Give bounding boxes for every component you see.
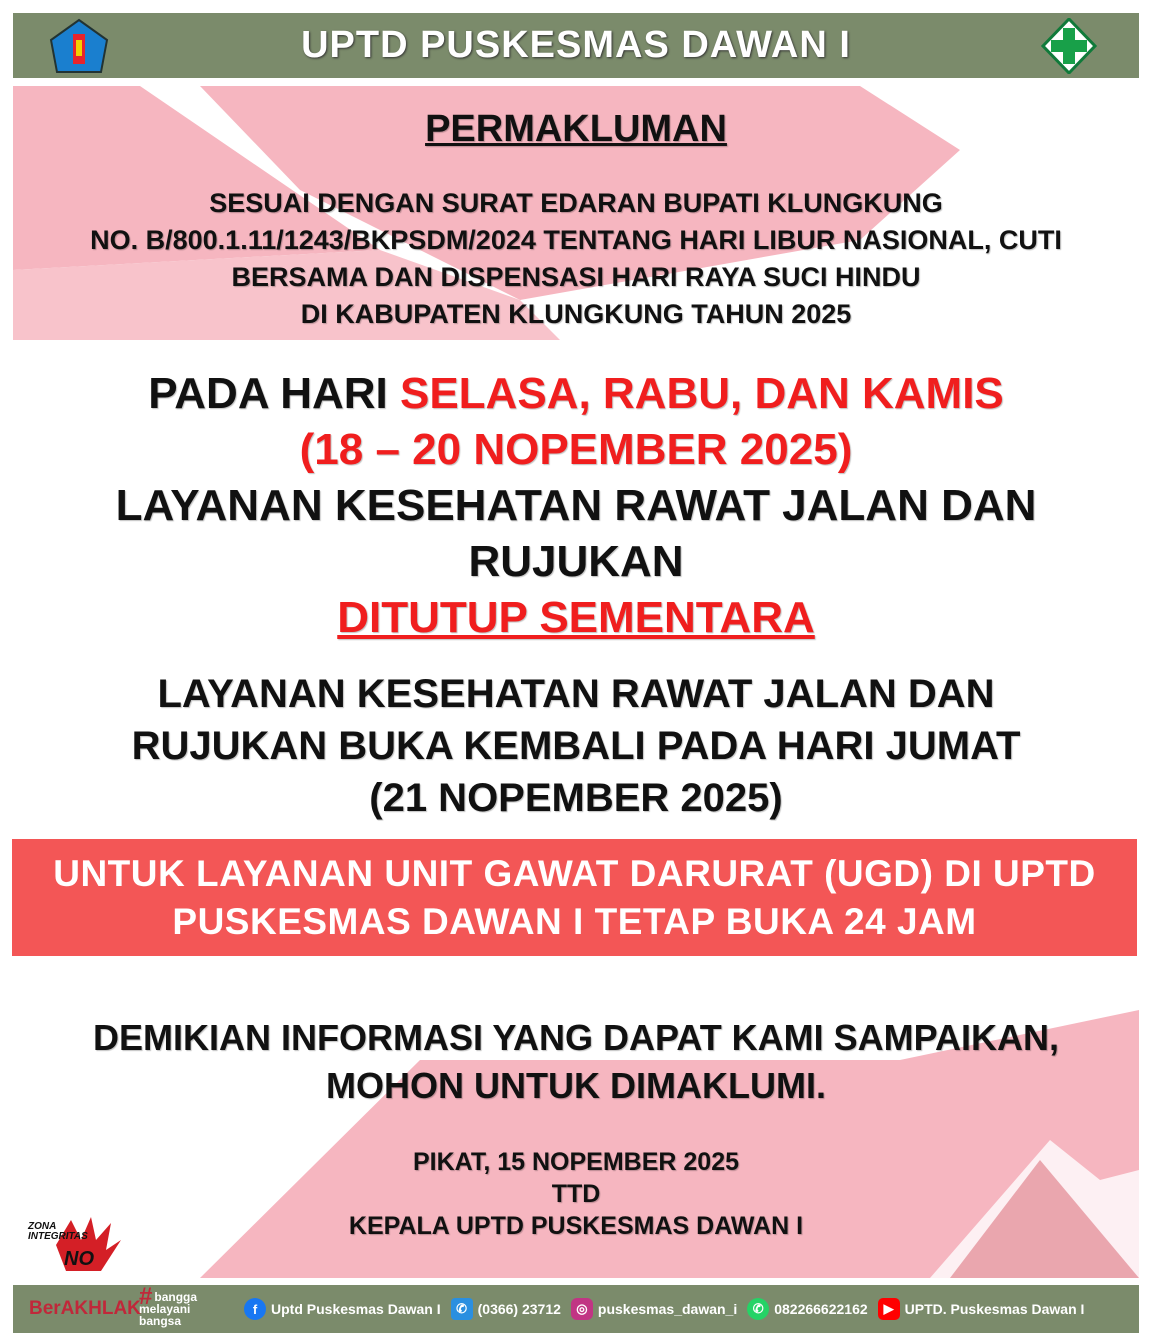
instagram-link[interactable] — [571, 1298, 737, 1320]
days-prefix: PADA HARI — [148, 369, 400, 418]
svg-text:INTEGRITAS: INTEGRITAS — [28, 1231, 88, 1242]
reopen-line: RUJUKAN BUKA KEMBALI PADA HARI JUMAT — [131, 724, 1021, 768]
instagram-icon: ◎ — [571, 1298, 593, 1320]
ugd-line: UNTUK LAYANAN UNIT GAWAT DARURAT (UGD) DI UPTD — [53, 853, 1096, 894]
signature-block — [0, 1146, 1152, 1242]
service-line: LAYANAN KESEHATAN RAWAT JALAN DAN — [115, 481, 1037, 530]
phone-link[interactable] — [451, 1298, 561, 1320]
ugd-banner — [12, 839, 1137, 956]
header-bar — [13, 13, 1139, 78]
closure-days: SELASA, RABU, DAN KAMIS — [399, 369, 1004, 418]
header-title: UPTD PUSKESMAS DAWAN I — [301, 24, 851, 66]
closure-announcement — [0, 366, 1152, 646]
notice-title: PERMAKLUMAN — [425, 108, 727, 150]
whatsapp-label: 082266622162 — [774, 1301, 868, 1317]
reference-line: DI KABUPATEN KLUNGKUNG TAHUN 2025 — [300, 299, 852, 329]
service-line: RUJUKAN — [468, 537, 684, 586]
facebook-link[interactable] — [244, 1298, 441, 1320]
closure-dates: (18 – 20 NOPEMBER 2025) — [299, 425, 853, 474]
instagram-label: puskesmas_dawan_i — [597, 1301, 738, 1317]
reference-text — [0, 185, 1152, 333]
svg-text:NO: NO — [64, 1248, 94, 1270]
klungkung-emblem-icon — [49, 18, 109, 74]
whatsapp-icon: ✆ — [747, 1298, 769, 1320]
phone-label: (0366) 23712 — [477, 1301, 561, 1317]
reopen-line: (21 NOPEMBER 2025) — [369, 776, 783, 820]
facebook-label: Uptd Puskesmas Dawan I — [271, 1301, 441, 1317]
berakhlak-logo: BerAKHLAK — [29, 1298, 141, 1319]
youtube-label: UPTD. Puskesmas Dawan I — [904, 1301, 1085, 1317]
signature-title: KEPALA UPTD PUSKESMAS DAWAN I — [348, 1212, 804, 1240]
phone-icon: ✆ — [451, 1298, 473, 1320]
reference-line: BERSAMA DAN DISPENSASI HARI RAYA SUCI HINDU — [231, 262, 921, 292]
closing-line: DEMIKIAN INFORMASI YANG DAPAT KAMI SAMPAIKAN, — [92, 1017, 1060, 1058]
reopen-text — [0, 668, 1152, 824]
signature-ttd: TTD — [551, 1180, 601, 1208]
reference-line: NO. B/800.1.11/1243/BKPSDM/2024 TENTANG HARI LIBUR NASIONAL, CUTI — [90, 225, 1062, 255]
footer-bar — [13, 1285, 1139, 1333]
closing-text — [0, 1014, 1152, 1110]
reference-line: SESUAI DENGAN SURAT EDARAN BUPATI KLUNGKUNG — [209, 188, 943, 218]
youtube-link[interactable] — [878, 1298, 1085, 1320]
youtube-icon: ▶ — [878, 1298, 900, 1320]
svg-text:ZONA: ZONA — [28, 1221, 57, 1232]
zona-integritas-logo-icon — [26, 1215, 146, 1273]
closed-label: DITUTUP SEMENTARA — [337, 593, 815, 642]
puskesmas-logo-icon — [1041, 18, 1097, 74]
reopen-line: LAYANAN KESEHATAN RAWAT JALAN DAN — [157, 672, 995, 716]
facebook-icon: f — [244, 1298, 266, 1320]
signature-place-date: PIKAT, 15 NOPEMBER 2025 — [412, 1148, 740, 1176]
closing-line: MOHON UNTUK DIMAKLUMI. — [326, 1065, 826, 1106]
whatsapp-link[interactable] — [747, 1298, 867, 1320]
bangga-melayani-logo: # bangga melayani bangsa — [139, 1283, 198, 1328]
ugd-line: PUSKESMAS DAWAN I TETAP BUKA 24 JAM — [172, 901, 977, 942]
